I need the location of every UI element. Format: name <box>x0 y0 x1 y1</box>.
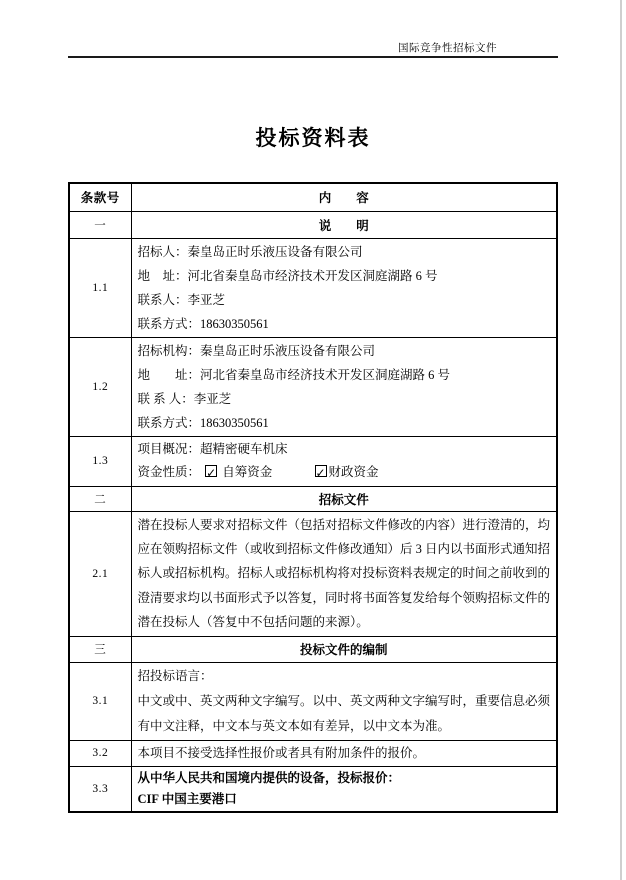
running-header: 国际竞争性招标文件 <box>398 43 497 54</box>
table-header-row <box>69 183 557 211</box>
funding-option-label: 自筹资金 <box>222 465 273 479</box>
clause-no-cell: 3.2 <box>69 740 131 766</box>
section-row-3 <box>69 636 557 662</box>
phone-line: 联系方式：18630350561 <box>137 316 269 331</box>
clarification-paragraph: 潜在投标人要求对招标文件（包括对招标文件修改的内容）进行澄清的，均应在领购招标文件（或收到招标文件修改通知）后 3 日内以书面形式通知招标人或招标机构。招标人或招标机构将对投标资料表规定的时间之前收到的澄清要求均以书面形式予以答复，同时将书面答复发给每个领购招标文件的潜在投标人（答复中不包括问题的来源）。 <box>137 517 551 630</box>
clause-no-cell: 2.1 <box>69 511 131 636</box>
section-title-cell: 说 明 <box>131 211 557 238</box>
language-label-line: 招投标语言： <box>137 668 213 683</box>
checked-checkbox-icon <box>315 465 327 477</box>
clause-no-cell: 3.3 <box>69 766 131 812</box>
contact-line: 联 系 人：李亚芝 <box>137 391 232 406</box>
language-paragraph: 中文或中、英文两种文字编写。以中、英文两种文字编写时，重要信息必须有中文注释，中文本与英文本如有差异，以中文本为准。 <box>137 693 551 733</box>
clause-no-cell: 1.3 <box>69 436 131 486</box>
content-cell <box>131 436 557 486</box>
no-alternative-bid-line: 本项目不接受选择性报价或者具有附加条件的报价。 <box>137 746 426 761</box>
content-cell <box>131 766 557 812</box>
content-header: 内 容 <box>131 183 557 211</box>
page-edge-line <box>620 0 622 880</box>
bid-data-table <box>68 182 558 813</box>
content-cell <box>131 238 557 337</box>
table-row-1-1 <box>69 238 557 337</box>
clause-no-cell: 1.2 <box>69 337 131 436</box>
header-rule <box>68 56 558 58</box>
clause-no-header: 条款号 <box>69 183 131 211</box>
clause-no-cell: 3.1 <box>69 662 131 740</box>
content-cell <box>131 337 557 436</box>
address-line: 地 址：河北省秦皇岛市经济技术开发区洞庭湖路 6 号 <box>137 268 438 283</box>
project-overview-line: 项目概况：超精密硬车机床 <box>137 442 288 456</box>
section-row-2 <box>69 486 557 511</box>
table-row-2-1 <box>69 511 557 636</box>
clause-no-cell: 三 <box>69 636 131 662</box>
agency-line: 招标机构：秦皇岛正时乐液压设备有限公司 <box>137 343 376 358</box>
table-row-1-2 <box>69 337 557 436</box>
section-title-cell: 投标文件的编制 <box>131 636 557 662</box>
content-cell <box>131 511 557 636</box>
clause-no-cell: 二 <box>69 486 131 511</box>
page-title: 投标资料表 <box>255 126 371 150</box>
tenderer-line: 招标人：秦皇岛正时乐液压设备有限公司 <box>137 244 363 259</box>
table-row-3-1 <box>69 662 557 740</box>
table-row-3-3 <box>69 766 557 812</box>
address-line: 地 址：河北省秦皇岛市经济技术开发区洞庭湖路 6 号 <box>137 367 451 382</box>
cif-port-line: CIF 中国主要港口 <box>137 791 237 806</box>
clause-no-cell: 一 <box>69 211 131 238</box>
section-title-cell: 招标文件 <box>131 486 557 511</box>
table-row-3-2 <box>69 740 557 766</box>
section-row-1 <box>69 211 557 238</box>
funding-type-line <box>138 461 551 484</box>
table-row-1-3 <box>69 436 557 486</box>
clause-no-cell: 1.1 <box>69 238 131 337</box>
content-cell <box>131 740 557 766</box>
content-cell <box>131 662 557 740</box>
contact-line: 联系人：李亚芝 <box>137 292 226 307</box>
funding-label: 资金性质： <box>137 465 201 479</box>
checked-checkbox-icon <box>205 465 217 477</box>
funding-option-label: 财政资金 <box>328 465 379 479</box>
phone-line: 联系方式：18630350561 <box>137 415 269 430</box>
domestic-equipment-line: 从中华人民共和国境内提供的设备，投标报价： <box>137 770 401 785</box>
